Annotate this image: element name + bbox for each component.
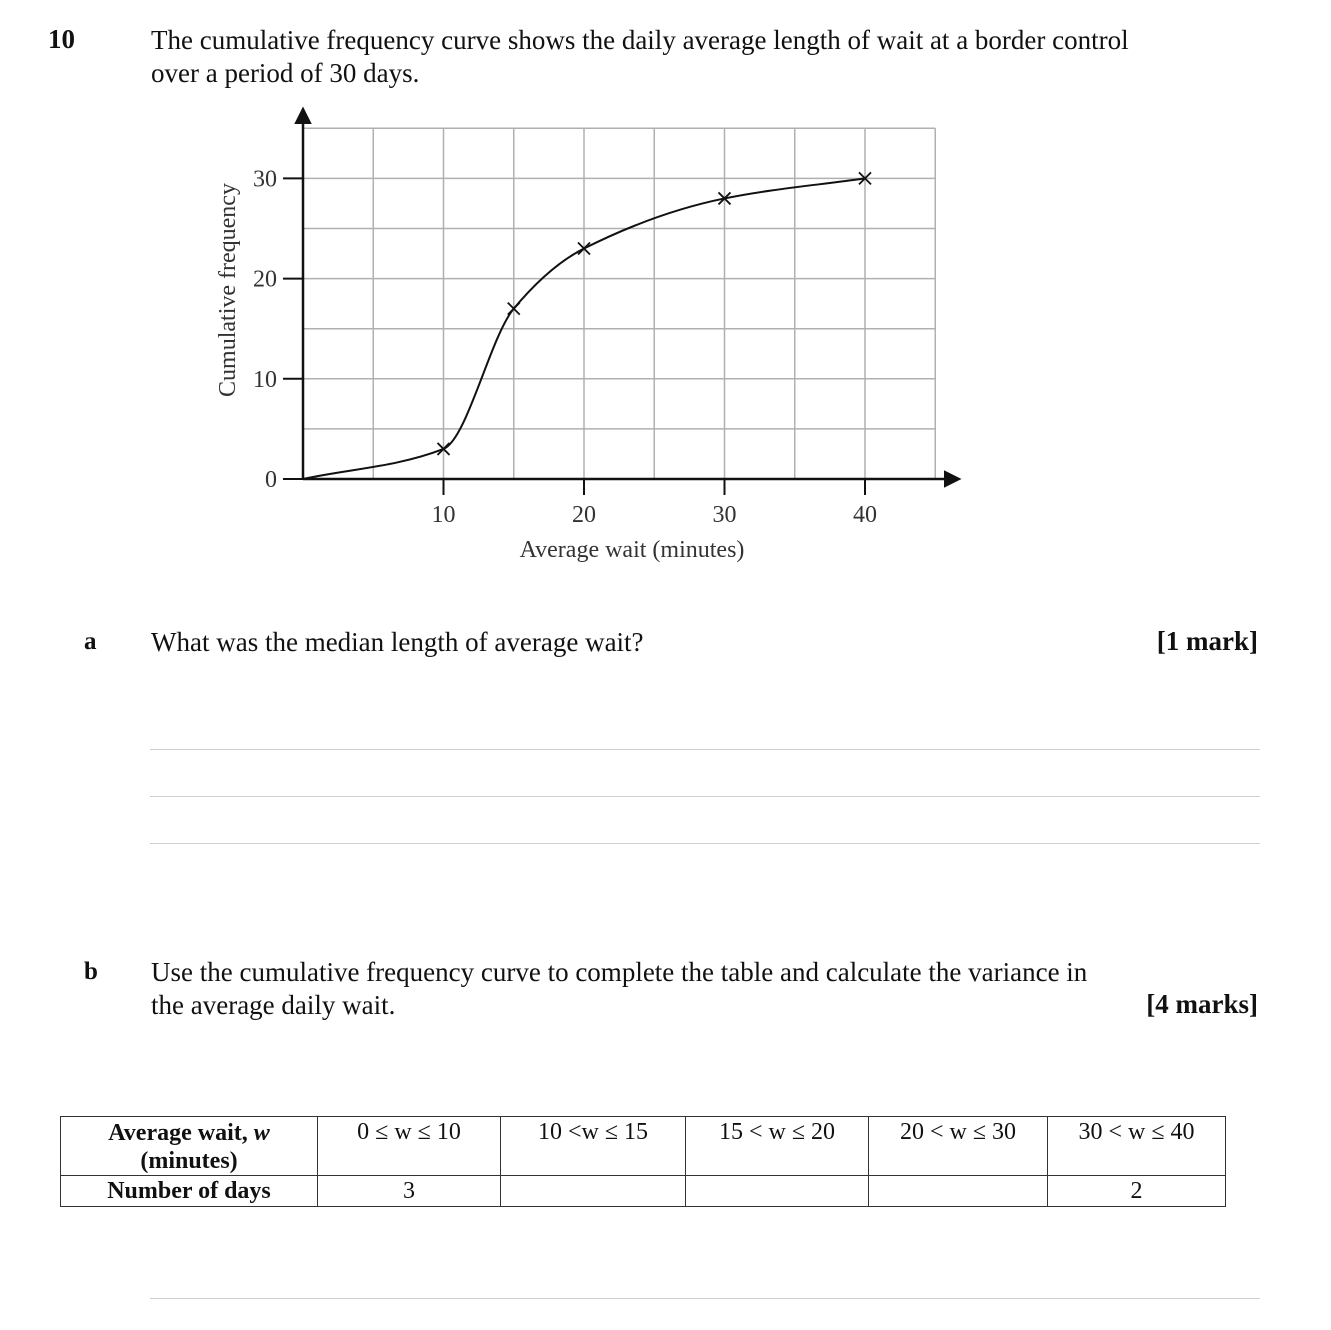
table-cell[interactable]: 3 [318,1176,501,1207]
table-column-header: 15 < w ≤ 20 [686,1117,869,1176]
table-row [61,1176,1226,1207]
y-tick-label: 20 [253,266,277,293]
part-a-letter: a [84,628,97,655]
y-axis-label: Cumulative frequency [215,183,241,397]
table-column-header: 10 <w ≤ 15 [501,1117,686,1176]
question-number: 10 [48,24,75,54]
x-axis-label: Average wait (minutes) [519,537,745,563]
table-cell[interactable] [686,1176,869,1207]
y-tick-label: 0 [265,467,277,493]
cumulative-frequency-chart [0,0,1331,600]
answer-line[interactable] [150,843,1260,844]
part-b-letter: b [84,958,98,985]
table-header-row [61,1117,1226,1176]
chart-ticks [253,166,877,528]
table-cell[interactable] [869,1176,1048,1207]
y-tick-label: 30 [253,166,277,193]
x-tick-label: 40 [853,502,877,528]
chart-axes [303,110,958,479]
table-cell[interactable]: 2 [1048,1176,1226,1207]
x-tick-label: 30 [712,502,737,528]
part-a-marks: [1 mark] [1156,626,1258,656]
table-column-header: 0 ≤ w ≤ 10 [318,1117,501,1176]
answer-line[interactable] [150,1298,1260,1299]
answer-line[interactable] [150,796,1260,797]
x-tick-label: 10 [431,502,456,528]
frequency-table [60,1116,1226,1207]
part-b-marks: [4 marks] [1146,989,1258,1019]
x-tick-label: 20 [572,502,596,528]
table-row-label: Number of days [61,1176,318,1207]
table-cell[interactable] [501,1176,686,1207]
answer-line[interactable] [150,749,1260,750]
table-column-header: 20 < w ≤ 30 [869,1117,1048,1176]
question-stem: The cumulative frequency curve shows the daily average length of wait at a border control over a period of 30 days. [151,25,1129,88]
y-tick-label: 10 [253,366,277,393]
part-a-text: What was the median length of average wait? [151,627,644,657]
table-column-header: 30 < w ≤ 40 [1048,1117,1226,1176]
table-header-label: Average wait, w (minutes) [61,1117,318,1176]
part-b-text: Use the cumulative frequency curve to complete the table and calculate the variance in the average daily wait. [151,957,1088,1020]
